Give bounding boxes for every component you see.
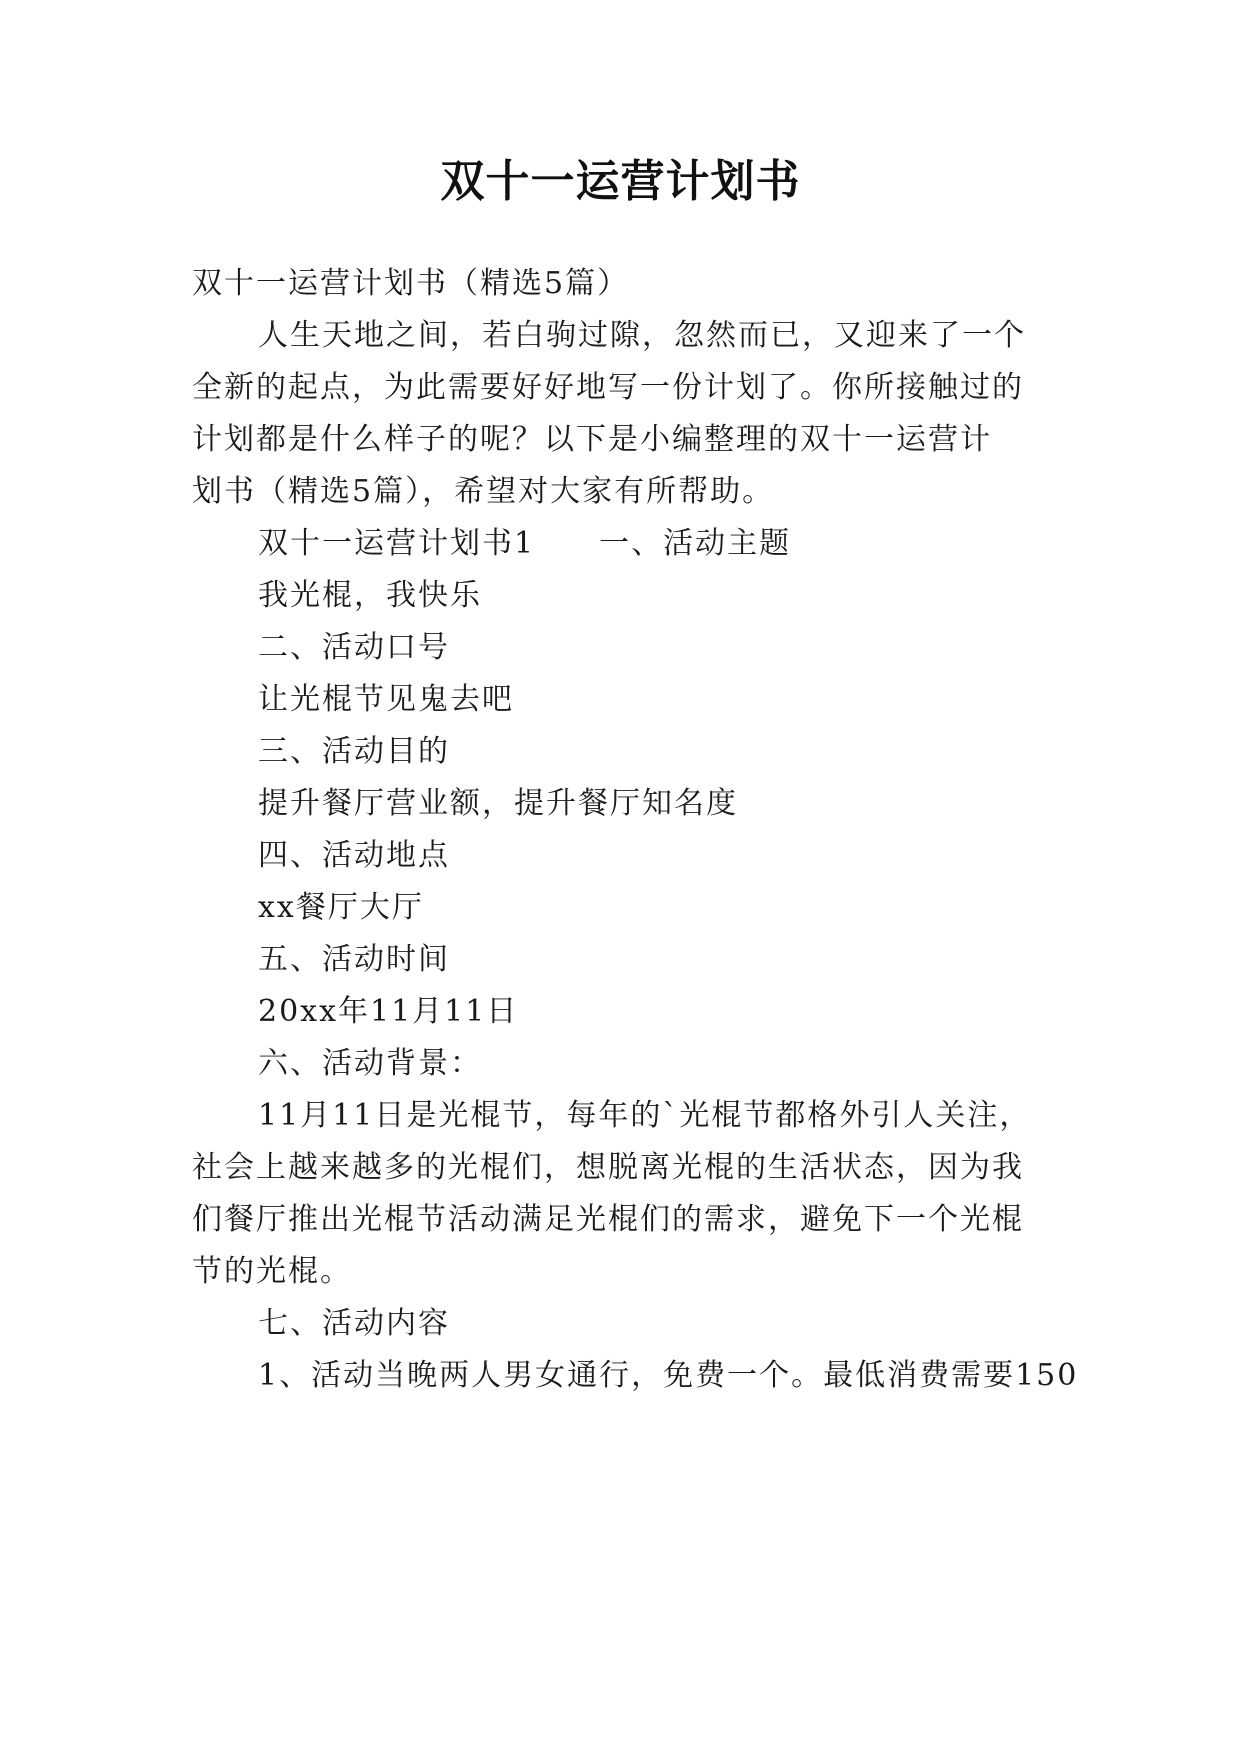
section-body-line: 11月11日是光棍节，每年的`光棍节都格外引人关注， bbox=[258, 1098, 1032, 1133]
section-heading: 六、活动背景： bbox=[258, 1046, 482, 1081]
section-body-line: 社会上越来越多的光棍们，想脱离光棍的生活状态，因为我 bbox=[192, 1150, 1024, 1185]
intro-line: 划书（精选5篇），希望对大家有所帮助。 bbox=[192, 474, 775, 509]
section-body: 20xx年11月11日 bbox=[258, 994, 519, 1029]
document-subtitle: 双十一运营计划书（精选5篇） bbox=[192, 266, 630, 301]
section-heading: 二、活动口号 bbox=[258, 630, 450, 665]
plan-heading-row bbox=[258, 522, 791, 566]
intro-line: 人生天地之间，若白驹过隙，忽然而已，又迎来了一个 bbox=[258, 318, 1026, 353]
section-body: 提升餐厅营业额，提升餐厅知名度 bbox=[258, 786, 738, 821]
section-heading: 一、活动主题 bbox=[599, 526, 792, 561]
section-heading: 五、活动时间 bbox=[258, 942, 450, 977]
document-title: 双十一运营计划书 bbox=[440, 156, 801, 207]
plan-heading: 双十一运营计划书1 bbox=[258, 526, 536, 561]
section-body-line: 们餐厅推出光棍节活动满足光棍们的需求，避免下一个光棍 bbox=[192, 1202, 1024, 1237]
section-heading: 四、活动地点 bbox=[258, 838, 450, 873]
section-body: 让光棍节见鬼去吧 bbox=[258, 682, 514, 717]
section-body-line: 1、活动当晚两人男女通行，免费一个。最低消费需要150 bbox=[258, 1358, 1079, 1393]
section-heading: 三、活动目的 bbox=[258, 734, 450, 769]
intro-line: 全新的起点，为此需要好好地写一份计划了。你所接触过的 bbox=[192, 370, 1024, 405]
section-body: xx餐厅大厅 bbox=[258, 890, 424, 925]
section-body-line: 节的光棍。 bbox=[192, 1254, 352, 1289]
section-heading: 七、活动内容 bbox=[258, 1306, 450, 1341]
intro-line: 计划都是什么样子的呢？以下是小编整理的双十一运营计 bbox=[192, 422, 992, 457]
section-body: 我光棍，我快乐 bbox=[258, 578, 482, 613]
